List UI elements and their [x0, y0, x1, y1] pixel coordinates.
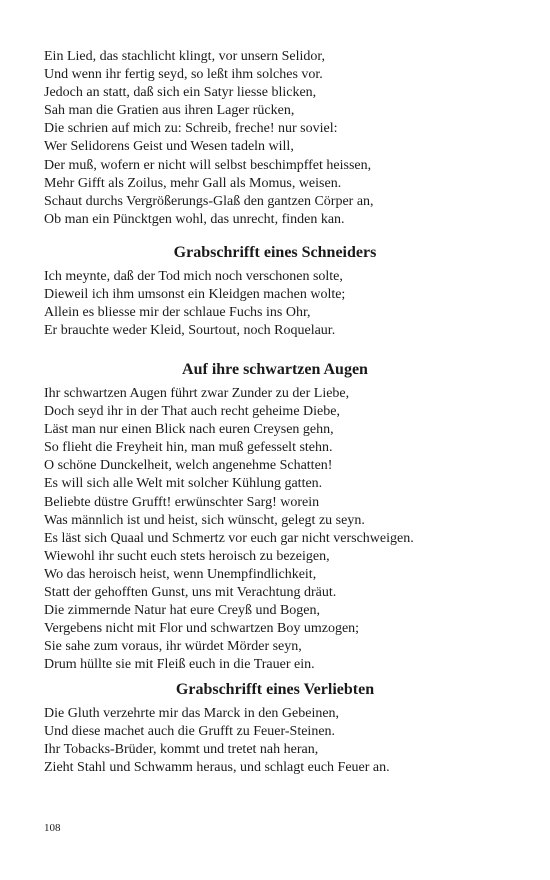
verse-line: Die Gluth verzehrte mir das Marck in den Gebeinen,	[44, 706, 340, 721]
verse-line: Beliebte düstre Grufft! erwünschter Sarg! worein	[44, 494, 320, 510]
verse-line: Sah man die Gratien aus ihren Lager rücken,	[44, 103, 295, 119]
verse-line: Ihr Tobacks-Brüder, kommt und tretet nah heran,	[44, 742, 319, 758]
verse-line: Er brauchte weder Kleid, Sourtout, noch Roquelaur.	[44, 323, 336, 339]
verse-line: Der muß, wofern er nicht will selbst beschimpffet heissen,	[44, 157, 372, 173]
verse-line: Es will sich alle Welt mit solcher Kühlung gatten.	[44, 476, 323, 492]
poem-body	[44, 705, 514, 777]
verse-line: Und wenn ihr fertig seyd, so leßt ihm solches vor.	[44, 67, 323, 83]
verse-line: Wo das heroisch heist, wenn Unempfindlichkeit,	[44, 566, 317, 582]
verse-line: Die schrien auf mich zu: Schreib, freche! nur soviel:	[44, 121, 338, 137]
verse-line: Statt der gehofften Gunst, uns mit Verachtung dräut.	[44, 585, 337, 601]
verse-line: Was männlich ist und heist, sich wünscht, gelegt zu seyn.	[44, 512, 365, 528]
verse-line: Allein es bliesse mir der schlaue Fuchs ins Ohr,	[44, 305, 311, 321]
verse-line: Zieht Stahl und Schwamm heraus, und schlagt euch Feuer an.	[44, 760, 390, 776]
verse-line: Und diese machet auch die Grufft zu Feuer-Steinen.	[44, 724, 336, 740]
verse-line: Dieweil ich ihm umsonst ein Kleidgen machen wolte;	[44, 287, 346, 303]
verse-line: Mehr Gifft als Zoilus, mehr Gall als Momus, weisen.	[44, 175, 342, 191]
poem-title: Grabschrifft eines Verliebten	[175, 681, 375, 698]
verse-line: Wer Selidorens Geist und Wesen tadeln will,	[44, 139, 294, 155]
verse-line: Wiewohl ihr sucht euch stets heroisch zu bezeigen,	[44, 548, 330, 564]
poem-body	[44, 385, 514, 675]
verse-line: Ich meynte, daß der Tod mich noch verschonen solte,	[44, 269, 343, 284]
verse-line: Ob man ein Püncktgen wohl, das unrecht, finden kan.	[44, 211, 345, 227]
verse-line: Vergebens nicht mit Flor und schwartzen Boy umzogen;	[44, 621, 360, 637]
verse-line: Drum hüllte sie mit Fleiß euch in die Trauer ein.	[44, 657, 315, 673]
verse-line: Jedoch an statt, daß sich ein Satyr liesse blicken,	[44, 85, 317, 101]
verse-line: Läst man nur einen Blick nach euren Creysen gehn,	[44, 422, 334, 438]
verse-line: Ein Lied, das stachlicht klingt, vor unsern Selidor,	[44, 49, 325, 64]
verse-line: Es läst sich Quaal und Schmertz vor euch gar nicht verschweigen.	[44, 530, 414, 546]
poem-body	[44, 268, 514, 340]
verse-line: O schöne Dunckelheit, welch angenehme Schatten!	[44, 458, 333, 474]
verse-line: Ihr schwartzen Augen führt zwar Zunder zu der Liebe,	[44, 386, 350, 401]
page-number: 108	[44, 822, 61, 834]
verse-line: Schaut durchs Vergrößerungs-Glaß den gantzen Cörper an,	[44, 193, 374, 209]
verse-line: Die zimmernde Natur hat eure Creyß und Bogen,	[44, 603, 321, 619]
verse-line: Doch seyd ihr in der That auch recht geheime Diebe,	[44, 404, 340, 420]
verse-line: So flieht die Freyheit hin, man muß gefesselt stehn.	[44, 440, 333, 456]
poem-title: Auf ihre schwartzen Augen	[182, 361, 368, 378]
poem-title: Grabschrifft eines Schneiders	[173, 244, 377, 261]
poem-continued	[44, 48, 514, 229]
verse-line: Sie sahe zum voraus, ihr würdet Mörder seyn,	[44, 639, 302, 655]
